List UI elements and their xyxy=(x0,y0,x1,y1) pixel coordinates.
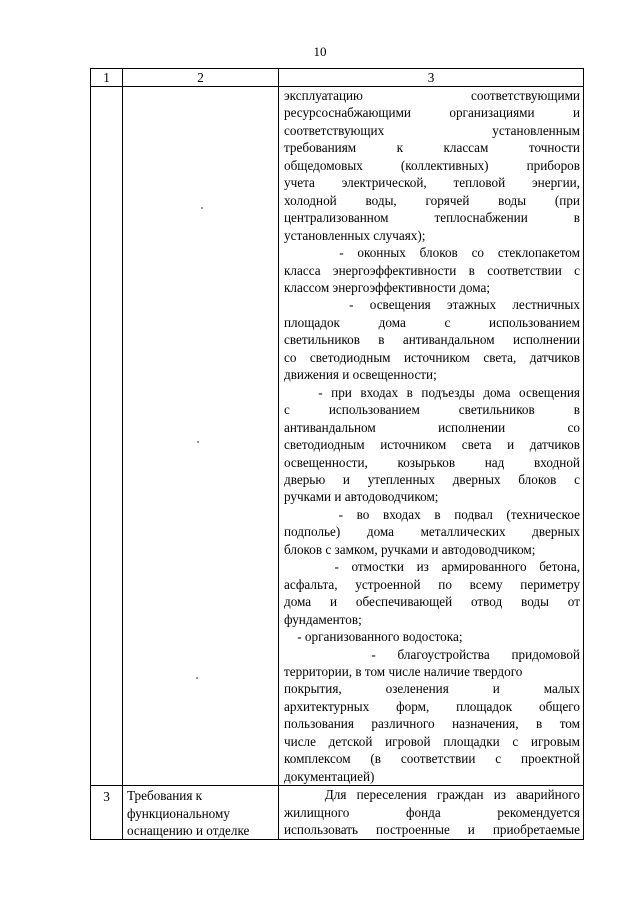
text-line: установленных случаях); xyxy=(284,227,426,243)
text-line: архитектурных форм, площадок общего xyxy=(284,698,580,714)
text-line: асфальта, устроенной по всему периметру xyxy=(284,576,580,592)
text-line: - отмостки из армированного бетона, xyxy=(284,559,580,575)
text-line: жилищного фонда рекомендуется xyxy=(284,804,580,820)
text-line: - при входах в подъезды дома освещения xyxy=(284,384,580,400)
text-line: использовать построенные и приобретаемые xyxy=(284,822,580,838)
scan-speck xyxy=(196,677,198,679)
text-line: общедомовых (коллективных) приборов xyxy=(284,157,580,173)
text-line: площадок дома с использованием xyxy=(284,314,580,330)
requirement-line: Требования к xyxy=(127,788,203,804)
text-line: эксплуатацию соответствующими xyxy=(284,88,580,103)
row-number: 3 xyxy=(91,786,123,840)
text-line: светильников в антивандальном исполнении xyxy=(284,332,580,348)
text-line: дверью и утепленных дверных блоков с xyxy=(284,471,580,487)
text-line: территории, в том числе наличие твердого xyxy=(284,663,523,679)
text-line: - организованного водостока; xyxy=(284,629,463,645)
text-line: движения и освещенности; xyxy=(284,367,437,383)
text-line: - во входах в подвал (техническое xyxy=(284,506,580,522)
text-line: покрытия, озеленения и малых xyxy=(284,681,580,697)
text-line: освещенности, козырьков над входной xyxy=(284,454,580,470)
text-line: комплексом (в соответствии с проектной xyxy=(284,751,580,767)
text-line: ресурсоснабжающими организациями и xyxy=(284,105,580,121)
requirement-line: функциональному xyxy=(127,805,230,821)
requirement-cell xyxy=(123,786,279,840)
scan-speck xyxy=(197,441,199,443)
header-col-3: 3 xyxy=(279,69,584,87)
table-row-continuation xyxy=(91,87,584,786)
text-line: - благоустройства придомовой xyxy=(284,646,580,662)
text-line: учета электрической, тепловой энергии, xyxy=(284,175,580,191)
text-line: с использованием светильников в xyxy=(284,402,580,418)
description-cell xyxy=(279,87,584,786)
requirement-cell xyxy=(123,87,279,786)
text-line: пользования различного назначения, в том xyxy=(284,716,580,732)
text-line: блоков с замком, ручками и автодоводчиком; xyxy=(284,541,536,557)
page-number: 10 xyxy=(313,44,327,59)
text-line: светодиодным источником света и датчиков xyxy=(284,437,580,453)
text-line: требованиям к классам точности xyxy=(284,140,580,156)
text-line: соответствующих установленным xyxy=(284,122,580,138)
header-col-1: 1 xyxy=(91,69,123,87)
text-line: числе детской игровой площадки с игровым xyxy=(284,733,580,749)
table-row-3 xyxy=(91,786,584,840)
requirement-line: оснащению и отделке xyxy=(127,823,250,839)
requirements-table xyxy=(90,68,584,840)
text-line: документацией) xyxy=(284,768,375,784)
scan-speck xyxy=(201,207,203,209)
text-line: подполье) дома металлических дверных xyxy=(284,524,580,540)
text-line: антивандальном исполнении со xyxy=(284,419,580,435)
text-line: - освещения этажных лестничных xyxy=(284,297,580,313)
text-line: централизованном теплоснабжении в xyxy=(284,210,580,226)
text-line: - оконных блоков со стеклопакетом xyxy=(284,245,580,261)
row-number-cell xyxy=(91,87,123,786)
text-line: фундаментов; xyxy=(284,611,362,627)
header-col-2: 2 xyxy=(123,69,279,87)
text-line: холодной воды, горячей воды (при xyxy=(284,192,580,208)
text-line: Для переселения граждан из аварийного xyxy=(284,787,580,803)
description-cell xyxy=(279,786,584,840)
text-line: со светодиодным источником света, датчиков xyxy=(284,349,580,365)
text-line: ручками и автодоводчиком; xyxy=(284,489,439,505)
text-line: дома и обеспечивающей отвод воды от xyxy=(284,594,580,610)
text-line: класса энергоэффективности в соответствии с xyxy=(284,262,580,278)
text-line: классом энергоэффективности дома; xyxy=(284,279,491,295)
table-header-row xyxy=(91,69,584,87)
